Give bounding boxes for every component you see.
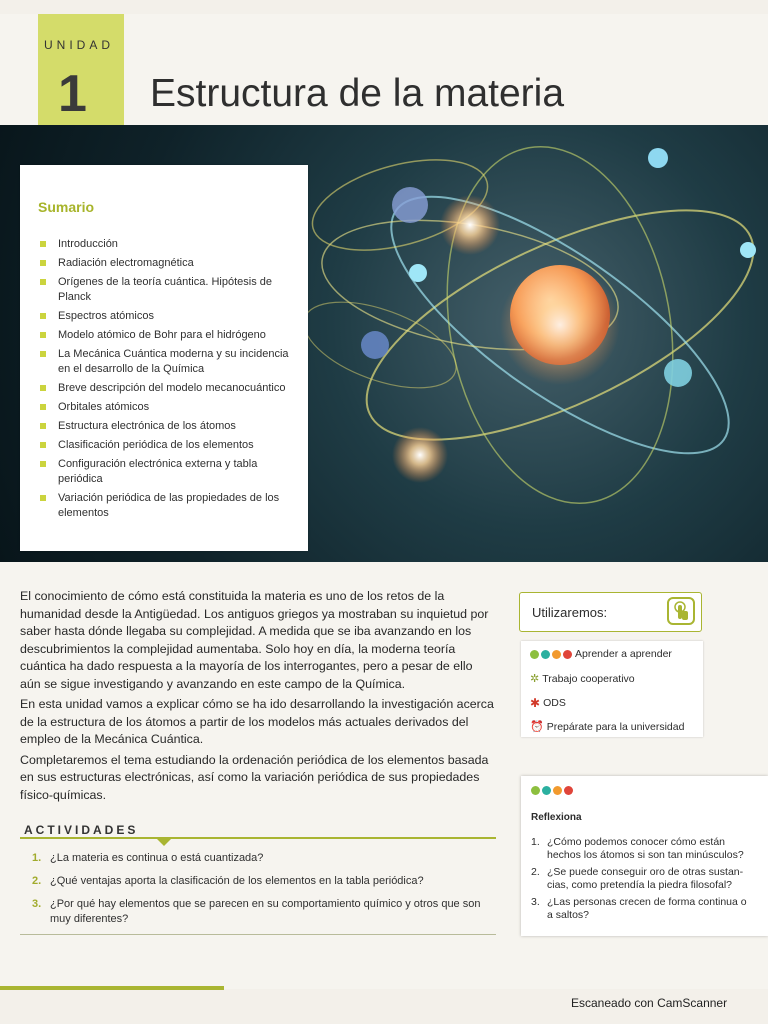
sumario-list	[38, 237, 300, 525]
sumario-box	[20, 165, 308, 551]
sumario-item: Introducción	[38, 237, 300, 252]
actividad-item: 1. ¿La materia es continua o está cuantizada?	[32, 852, 264, 864]
sumario-item: Variación periódica de las propiedades de los elementos	[38, 491, 300, 521]
page-title: Estructura de la materia	[150, 72, 565, 115]
textbook-page	[0, 14, 768, 989]
square-bullet-icon	[40, 279, 46, 285]
utilizaremos-header	[519, 592, 702, 632]
colored-dots-icon	[531, 786, 573, 795]
unit-label: UNIDAD	[44, 38, 115, 52]
util-item: Aprender a aprender	[530, 648, 672, 660]
util-item: ⏰ Prepárate para la universidad	[530, 720, 685, 733]
reflexiona-item: 2. ¿Se puede conseguir oro de otras sustan- cias, como pretendía la piedra filosofal?	[531, 866, 744, 891]
sumario-item: Modelo atómico de Bohr para el hidrógeno	[38, 328, 300, 343]
colored-dots-icon	[530, 650, 572, 659]
cooperative-icon: ✲	[530, 673, 540, 685]
reflexiona-list	[531, 836, 768, 926]
sumario-item: Configuración electrónica externa y tabla periódica	[38, 457, 300, 487]
actividad-item: 2. ¿Qué ventajas aporta la clasificación de los elementos en la tabla periódica?	[32, 875, 424, 887]
sumario-item: La Mecánica Cuántica moderna y su incidencia en el desarrollo de la Química	[38, 347, 300, 377]
actividades-bottom-rule	[20, 934, 496, 935]
sumario-item: Orígenes de la teoría cuántica. Hipótesis de Planck	[38, 275, 300, 305]
square-bullet-icon	[40, 423, 46, 429]
square-bullet-icon	[40, 442, 46, 448]
utilizaremos-title: Utilizaremos:	[532, 605, 608, 620]
sumario-item: Radiación electromagnética	[38, 256, 300, 271]
square-bullet-icon	[40, 241, 46, 247]
square-bullet-icon	[40, 332, 46, 338]
square-bullet-icon	[40, 351, 46, 357]
util-item: ✱ ODS	[530, 696, 566, 710]
reflexiona-item: 3. ¿Las personas crecen de forma continua o a saltos?	[531, 896, 747, 921]
alarm-clock-icon: ⏰	[530, 721, 544, 733]
sumario-item: Orbitales atómicos	[38, 400, 300, 415]
actividades-list	[32, 851, 492, 935]
square-bullet-icon	[40, 404, 46, 410]
reflexiona-item: 1. ¿Cómo podemos conocer cómo están hechos los átomos si son tan minúsculos?	[531, 836, 744, 861]
square-bullet-icon	[40, 461, 46, 467]
touch-hand-icon	[666, 596, 696, 626]
sumario-item: Espectros atómicos	[38, 309, 300, 324]
intro-text	[20, 588, 495, 807]
footer-accent-line	[0, 986, 224, 990]
sumario-item: Breve descripción del modelo mecanocuántico	[38, 381, 300, 396]
actividades-heading: ACTIVIDADES	[24, 823, 139, 837]
sumario-item: Clasificación periódica de los elementos	[38, 438, 300, 453]
scanner-watermark: Escaneado con CamScanner	[571, 996, 728, 1010]
reflexiona-heading: Reflexiona	[531, 812, 582, 823]
ods-icon: ✱	[530, 696, 541, 710]
square-bullet-icon	[40, 385, 46, 391]
square-bullet-icon	[40, 313, 46, 319]
intro-paragraph: El conocimiento de cómo está constituida la materia es uno de los retos de la humanidad desde la Antigüedad. Los antiguos griegos ya mostraban su inquietud por saber hasta dónde llegaba su complejidad. A medida que se iba avanzando en los descubrimientos la complejidad aumentaba. Solo hoy en día, la moderna teoría cuántica ha dado respuesta a la mayoría de los interrogantes, pero a pesar de ello aún se sigue investigando y avanzando en este campo de la Química.	[20, 589, 489, 691]
square-bullet-icon	[40, 260, 46, 266]
square-bullet-icon	[40, 495, 46, 501]
utilizaremos-list	[521, 641, 703, 737]
util-item: ✲ Trabajo cooperativo	[530, 672, 635, 685]
sumario-item: Estructura electrónica de los átomos	[38, 419, 300, 434]
unit-number: 1	[58, 65, 87, 123]
intro-paragraph: Completaremos el tema estudiando la ordenación periódica de los elementos basada en sus estructuras electrónicas, así como la variación periódica de sus propiedades físico-químicas.	[20, 752, 489, 802]
reflexiona-box	[521, 776, 768, 936]
sumario-heading: Sumario	[38, 199, 95, 215]
actividad-item: 3. ¿Por qué hay elementos que se parecen en su comportamiento químico y otros que son muy diferentes?	[32, 898, 481, 925]
triangle-marker-icon	[157, 839, 171, 846]
actividades-divider	[20, 837, 496, 839]
intro-paragraph: En esta unidad vamos a explicar cómo se ha ido desarrollando la investigación acerca de la estructura de los átomos a partir de los modelos más actuales derivados del empleo de la Mecánica Cuántica.	[20, 697, 494, 746]
